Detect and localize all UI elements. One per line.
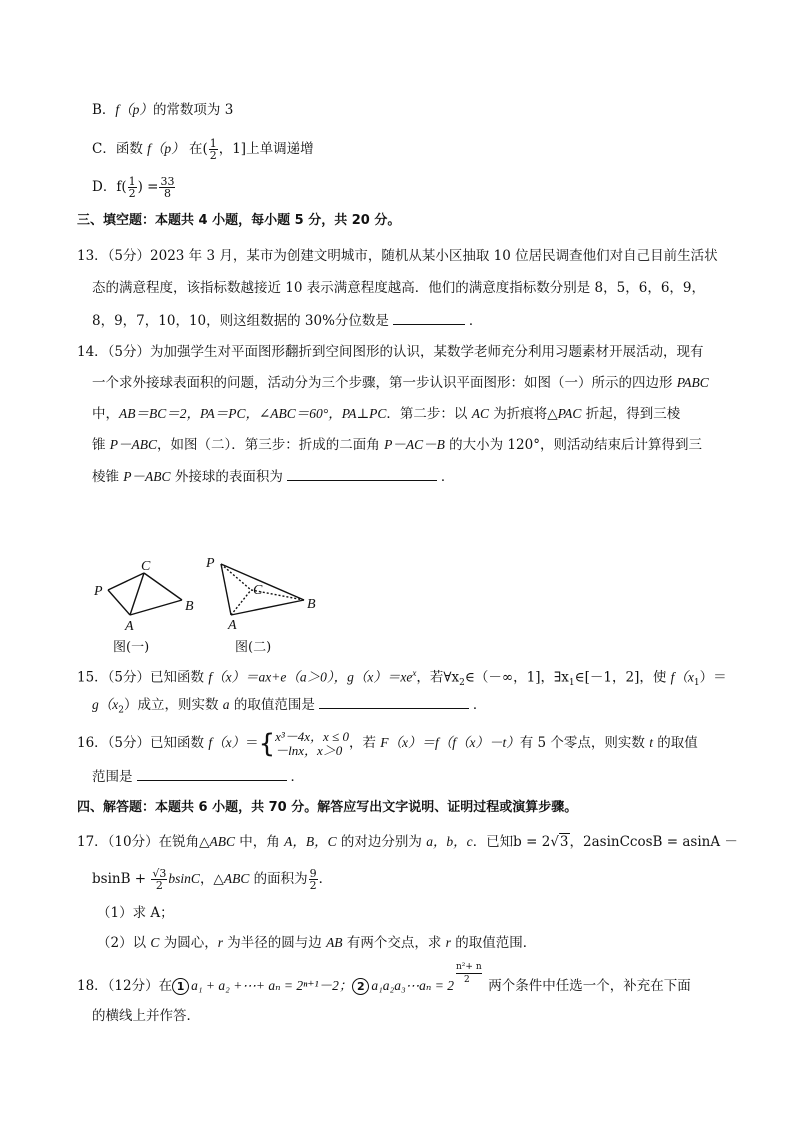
q16-line: 16．（5分）已知函数 f（x）＝{ x³－4x，x ≤ 0 －lnx，x＞0 ，若 F（x）＝f（f（x）－t）有 5 个零点，则实数 t 的取值 (77, 728, 698, 759)
figure-caption: 图(一) (113, 640, 150, 655)
q18-line: 的横线上并作答． (92, 1008, 200, 1024)
fraction: $\frac{9}{2}$ (309, 867, 317, 892)
option-label: B． (92, 102, 116, 118)
q17-line: bsinB + $\frac{√3}{2}$ bsinC，△ABC 的面积为 $\frac{9}{2}$ ． (92, 867, 333, 892)
section-heading: 四、解答题：本题共 6 小题，共 70 分。解答应写出文字说明、证明过程或演算步骤。 (77, 800, 578, 815)
vertex-label: B (185, 599, 194, 614)
option-text: ，1]上单调递增 (218, 141, 314, 157)
fraction: $\frac{1}{2}$ (209, 137, 217, 162)
brace: { (258, 728, 276, 759)
q15-line: 15．（5分）已知函数 f（x）＝ax+e（a＞0），$g(x)=xe^x$，若$\forall x_2\in(-\infty$，1]，$\exists x_1\in[-1$，2]，使 $f(x_1)=$ (77, 668, 727, 689)
vertex-label: A (125, 619, 134, 634)
piecewise-cases: x³－4x，x ≤ 0 －lnx，x＞0 (275, 728, 349, 758)
answer-blank[interactable] (393, 310, 465, 325)
fraction: $\frac{√3}{2}$ (152, 867, 167, 892)
figure-one (108, 573, 182, 615)
option-text: f( (116, 179, 127, 195)
option-math: f（p） (147, 141, 185, 156)
option-text: 的常数项为 3 (152, 102, 234, 118)
answer-blank[interactable] (319, 694, 469, 709)
section-heading: 三、填空题：本题共 4 小题，每小题 5 分，共 20 分。 (77, 213, 401, 228)
q14-line: 中，AB＝BC＝2，PA＝PC，∠ABC＝60°，PA⊥PC．第二步：以 AC 为折痕将△PAC 折起，得到三棱 (92, 406, 681, 422)
option-c (92, 138, 314, 161)
q17-line: 17．（10分）在锐角△ABC 中，角 A，B，C 的对边分别为 a，b，c．已知b = 2√3，2asinCcosB = asinA － (77, 834, 738, 850)
vertex-label: C (141, 559, 151, 574)
option-text: 函数 (115, 141, 148, 157)
option-circle-1: 1 (172, 978, 189, 995)
exponent-fraction: $\frac{\text{n²+ n}}{2}$ (456, 962, 482, 985)
option-text: ) = (137, 179, 159, 195)
vertex-label: B (307, 597, 316, 612)
option-b (92, 100, 233, 120)
vertex-label: P (206, 556, 215, 571)
geometry-figures (85, 550, 335, 660)
q18-line: 18．（12分）在 1 a₁ + a₂ +⋯+ aₙ = 2ⁿ⁺¹－2； 2 a₁a₂a₃⋯aₙ = 2 $\frac{\text{n²+ n}}{2}$ 两个条件中任选一个，补充在下面 (77, 962, 691, 994)
option-d (92, 176, 176, 199)
vertex-label: P (94, 584, 103, 599)
option-label: D． (92, 179, 117, 195)
fraction: $\frac{1}{2}$ (128, 175, 136, 200)
option-text: 在( (184, 141, 208, 157)
vertex-label: C (253, 583, 263, 598)
option-math: f（p） (115, 102, 153, 117)
answer-blank[interactable] (287, 466, 437, 481)
q13-line: 13．（5分）2023 年 3 月，某市为创建文明城市，随机从某小区抽取 10 位居民调查他们对自己目前生活状 (77, 248, 718, 264)
q17-subquestion: （2）以 C 为圆心，r 为半径的圆与边 AB 有两个交点，求 r 的取值范围． (97, 935, 537, 951)
q15-line: $g(x_2)$成立，则实数 a 的取值范围是 ． (92, 694, 486, 721)
q14-line: 一个求外接球表面积的问题，活动分为三个步骤，第一步认识平面图形：如图（一）所示的四边形 PABC (92, 375, 709, 391)
option-circle-2: 2 (352, 978, 369, 995)
q16-line: 范围是 ． (92, 766, 304, 787)
q17-subquestion: （1）求 A； (97, 905, 174, 921)
q14-line: 14．（5分）为加强学生对平面图形翻折到空间图形的认识，某数学老师充分利用习题素材开展活动，现有 (77, 344, 704, 360)
q13-line: 态的满意程度，该指标数越接近 10 表示满意程度越高．他们的满意度指标数分别是 8，5，6，6，9， (92, 280, 705, 296)
q14-line: 棱锥 P－ABC 外接球的表面积为 ． (92, 466, 454, 487)
fraction: $\frac{33}{8}$ (160, 175, 175, 200)
q14-line: 锥 P－ABC，如图（二）．第三步：折成的二面角 P－AC－B 的大小为 120°，则活动结束后计算得到三 (92, 437, 702, 453)
vertex-label: A (228, 618, 237, 633)
answer-blank[interactable] (137, 766, 287, 781)
figure-two (221, 564, 304, 615)
q13-line: 8，9，7，10，10，则这组数据的 30%分位数是 ． (92, 310, 482, 331)
figure-caption: 图(二) (235, 640, 272, 655)
option-label: C． (92, 141, 116, 157)
